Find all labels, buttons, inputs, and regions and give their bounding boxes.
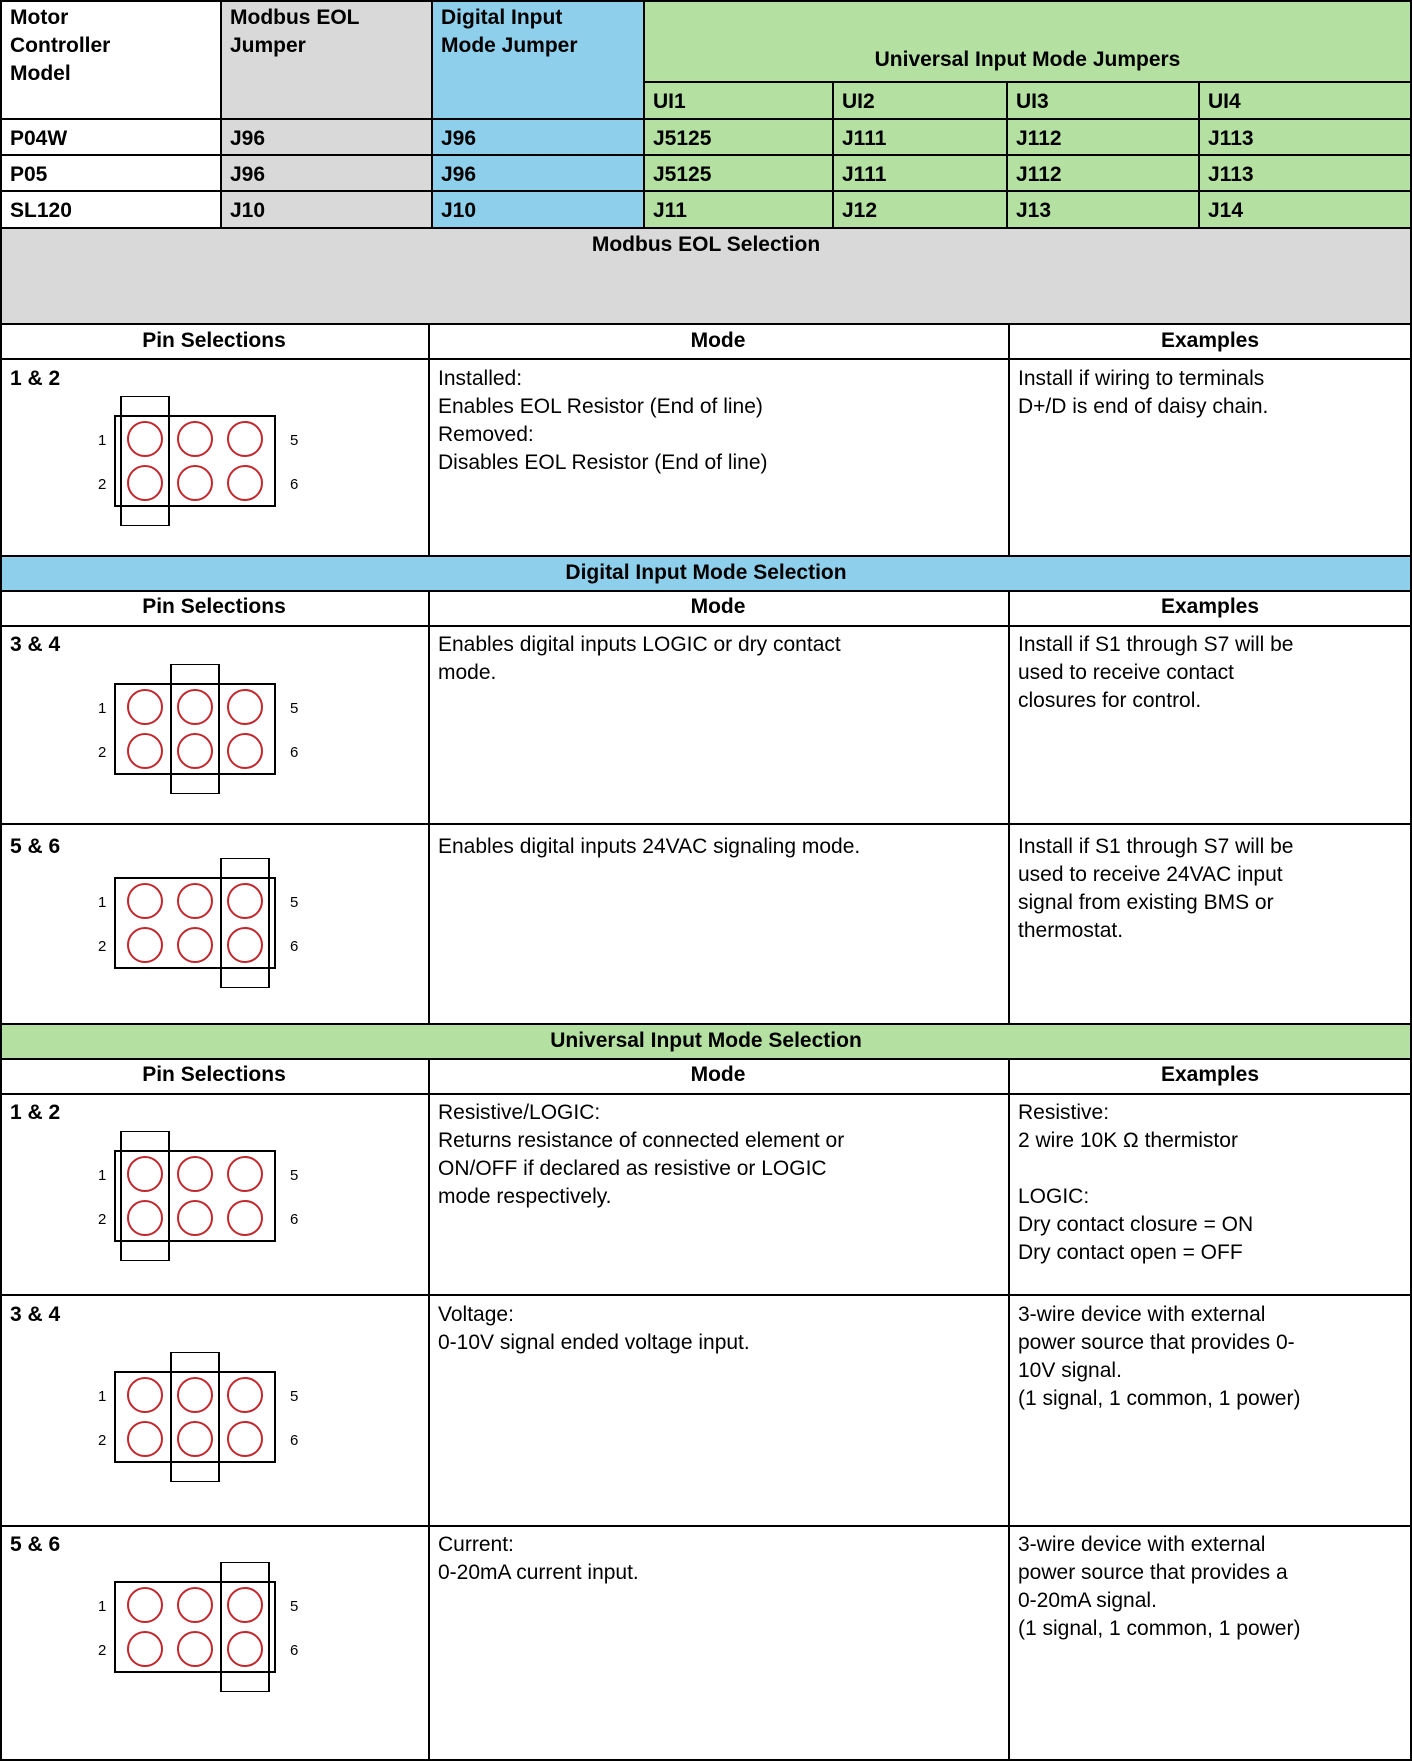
pin-circle	[128, 690, 162, 724]
pin-number-6: 6	[290, 1211, 299, 1228]
model-row-1-name: P04W	[10, 127, 68, 150]
digital-row-1-pins: 3 & 4	[10, 633, 61, 656]
modbus-mode-header: Mode	[690, 329, 746, 352]
pin-circle	[178, 466, 212, 500]
grid-horizontal-line	[0, 190, 1412, 192]
modbus-pin-selections-header: Pin Selections	[142, 329, 286, 352]
universal-row-1-pins: 1 & 2	[10, 1101, 61, 1124]
digital-section-title: Digital Input Mode Selection	[565, 561, 847, 584]
pin-number-5: 5	[290, 700, 299, 717]
grid-horizontal-line	[0, 227, 1412, 229]
model-row-3-ui3: J13	[1016, 199, 1052, 222]
connector-housing	[115, 1151, 275, 1241]
pin-circle	[128, 928, 162, 962]
model-row-3-name: SL120	[10, 199, 72, 222]
pin-circle	[128, 1201, 162, 1235]
model-row-2-name: P05	[10, 163, 48, 186]
model-row-2-ui1: J5125	[653, 163, 712, 186]
universal-row-2-mode: Voltage: 0-10V signal ended voltage input.	[438, 1303, 750, 1354]
modbus-row-1-jumper-diagram	[80, 396, 320, 531]
pin-circle	[128, 1588, 162, 1622]
pin-number-5: 5	[290, 1388, 299, 1405]
pin-circle	[128, 422, 162, 456]
pin-number-6: 6	[290, 744, 299, 761]
digital-pin-selections-header: Pin Selections	[142, 595, 286, 618]
grid-horizontal-line	[0, 358, 1412, 360]
pin-circle	[128, 1378, 162, 1412]
grid-horizontal-line	[0, 555, 1412, 557]
model-row-3-ui1: J11	[653, 199, 687, 222]
pin-circle	[178, 422, 212, 456]
grid-horizontal-line	[0, 1525, 1412, 1527]
universal-section-title: Universal Input Mode Selection	[550, 1029, 862, 1052]
connector-housing	[115, 1582, 275, 1672]
modbus-row-1-pins: 1 & 2	[10, 367, 61, 390]
pin-circle	[228, 1632, 262, 1666]
pin-number-1: 1	[98, 1167, 107, 1184]
model-row-1-ui1: J5125	[653, 127, 712, 150]
connector-housing	[115, 1372, 275, 1462]
pin-circle	[128, 734, 162, 768]
universal-row-1-examples: Resistive: 2 wire 10K Ω thermistor LOGIC: Dry contact closure = ON Dry contact open = OFF	[1018, 1101, 1254, 1264]
pin-number-2: 2	[98, 476, 107, 493]
pin-circle	[228, 1201, 262, 1235]
universal-row-3-examples: 3-wire device with external power source that provides a 0-20mA signal. (1 signal, 1 common, 1 power)	[1018, 1533, 1301, 1640]
grid-vertical-line	[1008, 323, 1010, 555]
grid-vertical-line	[428, 1058, 430, 1761]
pin-number-5: 5	[290, 432, 299, 449]
digital-row-2-mode: Enables digital inputs 24VAC signaling mode.	[438, 835, 861, 858]
grid-horizontal-line	[0, 1294, 1412, 1296]
grid-vertical-line	[1008, 590, 1010, 1023]
model-row-1-modbus: J96	[230, 127, 266, 150]
pin-number-1: 1	[98, 700, 107, 717]
grid-horizontal-line	[0, 625, 1412, 627]
header-digital-jumper: Digital Input Mode Jumper	[441, 6, 578, 57]
jumper-diagram-svg	[80, 1562, 320, 1692]
pin-number-1: 1	[98, 432, 107, 449]
universal-row-3-mode: Current: 0-20mA current input.	[438, 1533, 639, 1584]
pin-circle	[128, 884, 162, 918]
grid-horizontal-line	[643, 81, 1412, 83]
digital-mode-header: Mode	[690, 595, 746, 618]
pin-number-2: 2	[98, 1211, 107, 1228]
grid-vertical-line	[428, 323, 430, 555]
pin-number-1: 1	[98, 1598, 107, 1615]
universal-examples-header: Examples	[1160, 1063, 1260, 1086]
header-model: Motor Controller Model	[10, 6, 111, 85]
grid-vertical-line	[220, 0, 222, 228]
model-row-2-modbus: J96	[230, 163, 266, 186]
grid-horizontal-line	[0, 1058, 1412, 1060]
grid-vertical-line	[0, 228, 2, 1761]
model-row-2-ui4: J113	[1208, 163, 1254, 186]
pin-circle	[178, 1157, 212, 1191]
digital-examples-header: Examples	[1160, 595, 1260, 618]
pin-number-2: 2	[98, 1432, 107, 1449]
pin-circle	[178, 1378, 212, 1412]
grid-horizontal-line	[0, 1023, 1412, 1025]
grid-vertical-line	[1008, 1058, 1010, 1761]
digital-row-1-jumper-diagram	[80, 664, 320, 799]
grid-horizontal-line	[0, 1093, 1412, 1095]
pin-circle	[178, 1201, 212, 1235]
model-row-1-ui2: J111	[842, 127, 887, 150]
pin-circle	[228, 1588, 262, 1622]
pin-circle	[228, 1422, 262, 1456]
pin-circle	[128, 466, 162, 500]
pin-number-2: 2	[98, 1642, 107, 1659]
model-row-3-ui4: J14	[1208, 199, 1244, 222]
pin-circle	[178, 928, 212, 962]
grid-horizontal-line	[0, 823, 1412, 825]
model-row-1-ui4: J113	[1208, 127, 1254, 150]
connector-housing	[115, 878, 275, 968]
ui4-label: UI4	[1208, 90, 1241, 113]
ui1-label: UI1	[653, 90, 686, 113]
pin-circle	[228, 422, 262, 456]
model-row-2-ui3: J112	[1016, 163, 1062, 186]
universal-row-2-jumper-diagram	[80, 1352, 320, 1487]
header-universal-jumpers: Universal Input Mode Jumpers	[874, 48, 1181, 71]
pin-circle	[178, 1588, 212, 1622]
pin-circle	[228, 466, 262, 500]
pin-number-6: 6	[290, 1642, 299, 1659]
pin-number-6: 6	[290, 1432, 299, 1449]
pin-circle	[228, 690, 262, 724]
pin-circle	[178, 734, 212, 768]
pin-number-1: 1	[98, 894, 107, 911]
pin-circle	[128, 1422, 162, 1456]
modbus-row-1-examples: Install if wiring to terminals D+/D is end of daisy chain.	[1018, 367, 1269, 418]
modbus-examples-header: Examples	[1160, 329, 1260, 352]
universal-row-2-pins: 3 & 4	[10, 1303, 61, 1326]
connector-housing	[115, 416, 275, 506]
grid-vertical-line	[1006, 81, 1008, 228]
grid-horizontal-line	[0, 590, 1412, 592]
model-row-2-ui2: J111	[842, 163, 887, 186]
pin-number-6: 6	[290, 476, 299, 493]
pin-number-5: 5	[290, 1598, 299, 1615]
model-row-3-digital: J10	[441, 199, 477, 222]
pin-circle	[228, 734, 262, 768]
grid-vertical-line	[428, 590, 430, 1023]
connector-housing	[115, 684, 275, 774]
jumper-diagram-svg	[80, 858, 320, 988]
digital-row-2-examples: Install if S1 through S7 will be used to receive 24VAC input signal from existing BMS or thermostat.	[1018, 835, 1294, 942]
grid-horizontal-line	[0, 118, 1412, 120]
header-modbus-jumper: Modbus EOL Jumper	[230, 6, 360, 57]
pin-circle	[178, 1632, 212, 1666]
grid-vertical-line	[643, 0, 645, 228]
modbus-section-title: Modbus EOL Selection	[591, 233, 821, 256]
pin-circle	[228, 884, 262, 918]
grid-vertical-line	[832, 81, 834, 228]
universal-row-3-jumper-diagram	[80, 1562, 320, 1697]
pin-circle	[178, 884, 212, 918]
grid-vertical-line	[0, 0, 2, 228]
grid-horizontal-line	[0, 0, 1412, 2]
jumper-diagram-svg	[80, 1131, 320, 1261]
pin-number-1: 1	[98, 1388, 107, 1405]
pin-circle	[228, 1378, 262, 1412]
model-row-2-digital: J96	[441, 163, 477, 186]
grid-horizontal-line	[0, 323, 1412, 325]
model-row-1-ui3: J112	[1016, 127, 1062, 150]
universal-row-1-mode: Resistive/LOGIC: Returns resistance of connected element or ON/OFF if declared as resistive or LOGIC mode respectively.	[438, 1101, 845, 1208]
universal-mode-header: Mode	[690, 1063, 746, 1086]
digital-row-1-mode: Enables digital inputs LOGIC or dry contact mode.	[438, 633, 841, 684]
pin-circle	[178, 1422, 212, 1456]
digital-row-1-examples: Install if S1 through S7 will be used to receive contact closures for control.	[1018, 633, 1294, 712]
pin-number-5: 5	[290, 1167, 299, 1184]
pin-circle	[178, 690, 212, 724]
model-row-3-ui2: J12	[842, 199, 878, 222]
pin-circle	[228, 1157, 262, 1191]
universal-pin-selections-header: Pin Selections	[142, 1063, 286, 1086]
pin-circle	[128, 1632, 162, 1666]
pin-circle	[228, 928, 262, 962]
grid-vertical-line	[1198, 81, 1200, 228]
universal-row-3-pins: 5 & 6	[10, 1533, 61, 1556]
ui2-label: UI2	[842, 90, 875, 113]
digital-row-2-jumper-diagram	[80, 858, 320, 993]
model-row-3-modbus: J10	[230, 199, 266, 222]
jumper-diagram-svg	[80, 1352, 320, 1482]
jumper-diagram-svg	[80, 396, 320, 526]
ui3-label: UI3	[1016, 90, 1049, 113]
universal-row-2-examples: 3-wire device with external power source that provides 0- 10V signal. (1 signal, 1 common, 1 power)	[1018, 1303, 1301, 1410]
pin-circle	[128, 1157, 162, 1191]
universal-row-1-jumper-diagram	[80, 1131, 320, 1266]
modbus-row-1-mode: Installed: Enables EOL Resistor (End of line) Removed: Disables EOL Resistor (End of line)	[438, 367, 768, 474]
grid-horizontal-line	[0, 154, 1412, 156]
jumper-diagram-svg	[80, 664, 320, 794]
pin-number-2: 2	[98, 744, 107, 761]
grid-vertical-line	[431, 0, 433, 228]
model-row-1-digital: J96	[441, 127, 477, 150]
pin-number-2: 2	[98, 938, 107, 955]
pin-number-6: 6	[290, 938, 299, 955]
pin-number-5: 5	[290, 894, 299, 911]
digital-row-2-pins: 5 & 6	[10, 835, 61, 858]
